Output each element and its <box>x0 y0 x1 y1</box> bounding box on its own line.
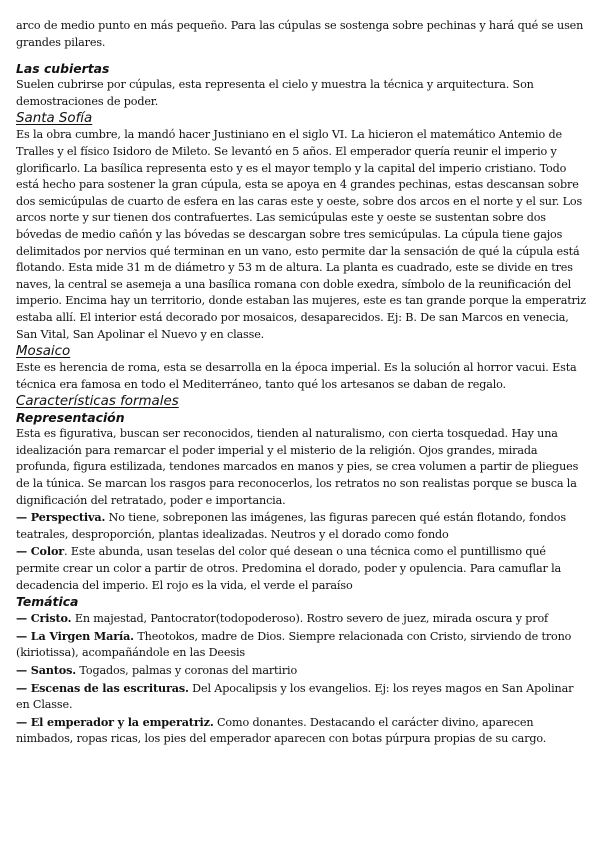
tematica-item-text: Del Apocalipsis y los evangelios. Ej: los reyes magos en San Apolinar en Classe. <box>16 681 574 712</box>
heading-caracteristicas-formales: Características formales <box>16 394 179 410</box>
cubiertas-paragraph: Suelen cubrirse por cúpulas, esta representa el cielo y muestra la técnica y arquitectura. Son demostraciones de poder. <box>16 78 534 108</box>
tematica-item-label: — Santos. <box>16 663 77 677</box>
tematica-item-text: Theotokos, madre de Dios. Siempre relacionada con Cristo, sirviendo de trono (kiriotissa), acompañándole en las Deesis <box>16 629 572 660</box>
color-text: . Este abunda, usan teselas del color qué desean o una técnica como el puntillismo qué permite crear un color a partir de otros. Predomina el dorado, poder y opulencia. Para camuflar la decadencia del imperio. El rojo es la vida, el verde el paraíso <box>16 545 562 592</box>
perspectiva-text: No tiene, sobreponen las imágenes, las figuras parecen qué están flotando, fondos teatrales, desproporción, plantas idealizadas. Neutros y el dorado como fondo <box>16 511 566 541</box>
intro-paragraph: arco de medio punto en más pequeño. Para las cúpulas se sostenga sobre pechinas y hará qué se usen grandes pilares. <box>16 19 584 49</box>
tematica-item-label: — Cristo. <box>16 611 72 626</box>
tematica-item-escenas <box>16 680 588 714</box>
mosaico-paragraph: Este es herencia de roma, esta se desarrolla en la época imperial. Es la solución al horror vacui. Esta técnica era famosa en todo el Mediterráneo, tanto qué los artesanos se daban de regalo. <box>16 361 577 391</box>
representacion-paragraph: Esta es figurativa, buscan ser reconocidos, tienden al naturalismo, con cierta tosquedad. Hay una idealización para remarcar el poder imperial y el misterio de la religión. Ojos grandes, mirada profunda, figura estilizada, tendones marcados en manos y pies, se crea volumen a partir de pliegues de la túnica. Se marcan los rasgos para reconocerlos, los retratos no son realistas porque se busca la dignificación del retratado, poder e importancia. <box>16 427 579 507</box>
perspectiva-paragraph <box>16 509 588 543</box>
tematica-item-label: — La Virgen María. <box>16 628 134 643</box>
tematica-item-emperador <box>16 714 588 748</box>
heading-representacion: Representación <box>16 410 125 426</box>
tematica-item-label: — Escenas de las escrituras. <box>16 680 189 695</box>
heading-mosaico: Mosaico <box>16 344 71 360</box>
color-paragraph <box>16 543 588 594</box>
tematica-item-label: — El emperador y la emperatriz. <box>16 714 214 729</box>
heading-santa-sofia: Santa Sofía <box>16 111 93 127</box>
tematica-item-text: Togados, palmas y coronas del martirio <box>76 664 298 677</box>
tematica-item-text: Como donantes. Destacando el carácter divino, aparecen nimbados, ropas ricas, los pies del emperador aparecen con botas púrpura propias de su cargo. <box>16 715 547 746</box>
heading-tematica: Temática <box>16 594 79 610</box>
tematica-item-cristo <box>16 610 588 628</box>
perspectiva-label: — Perspectiva. <box>16 510 106 525</box>
tematica-item-santos <box>16 662 588 680</box>
document-page <box>16 18 588 748</box>
color-label: — Color <box>16 544 65 559</box>
tematica-item-text: En majestad, Pantocrator(todopoderoso). Rostro severo de juez, mirada oscura y prof <box>71 612 549 626</box>
santa-sofia-paragraph: Es la obra cumbre, la mandó hacer Justiniano en el siglo VI. La hicieron el matemático Antemio de Tralles y el físico Isidoro de Mileto. Se levantó en 5 años. El emperador quería reunir el imperio y glorificarlo. La basílica representa esto y es el mayor templo y la capital del imperio cristiano. Todo está hecho para sostener la gran cúpula, esta se apoya en 4 grandes pechinas, estas descansan sobre dos semicúpulas de cuarto de esfera en las caras este y oeste, sobre dos arcos en el norte y el sur. Los arcos norte y sur tienen dos contrafuertes. Las semicúpulas este y oeste se sustentan sobre dos bóvedas de medio cañón y las bóvedas se descargan sobre tres semicúpulas. La cúpula tiene gajos delimitados por nervios qué terminan en un vano, esto permite dar la sensación de qué la cúpula está flotando. Esta mide 31 m de diámetro y 53 m de altura. La planta es cuadrado, este se divide en tres naves, la central se asemeja a una basílica romana con doble exedra, símbolo de la reunificación del imperio. Encima hay un territorio, donde estaban las mujeres, este es tan grande porque la emperatriz estaba allí. El interior está decorado por mosaicos, desaparecidos. Ej: B. De san Marcos en venecia, San Vital, San Apolinar el Nuevo y en classe. <box>16 128 586 341</box>
tematica-item-virgen <box>16 628 588 662</box>
heading-cubiertas: Las cubiertas <box>16 61 110 77</box>
